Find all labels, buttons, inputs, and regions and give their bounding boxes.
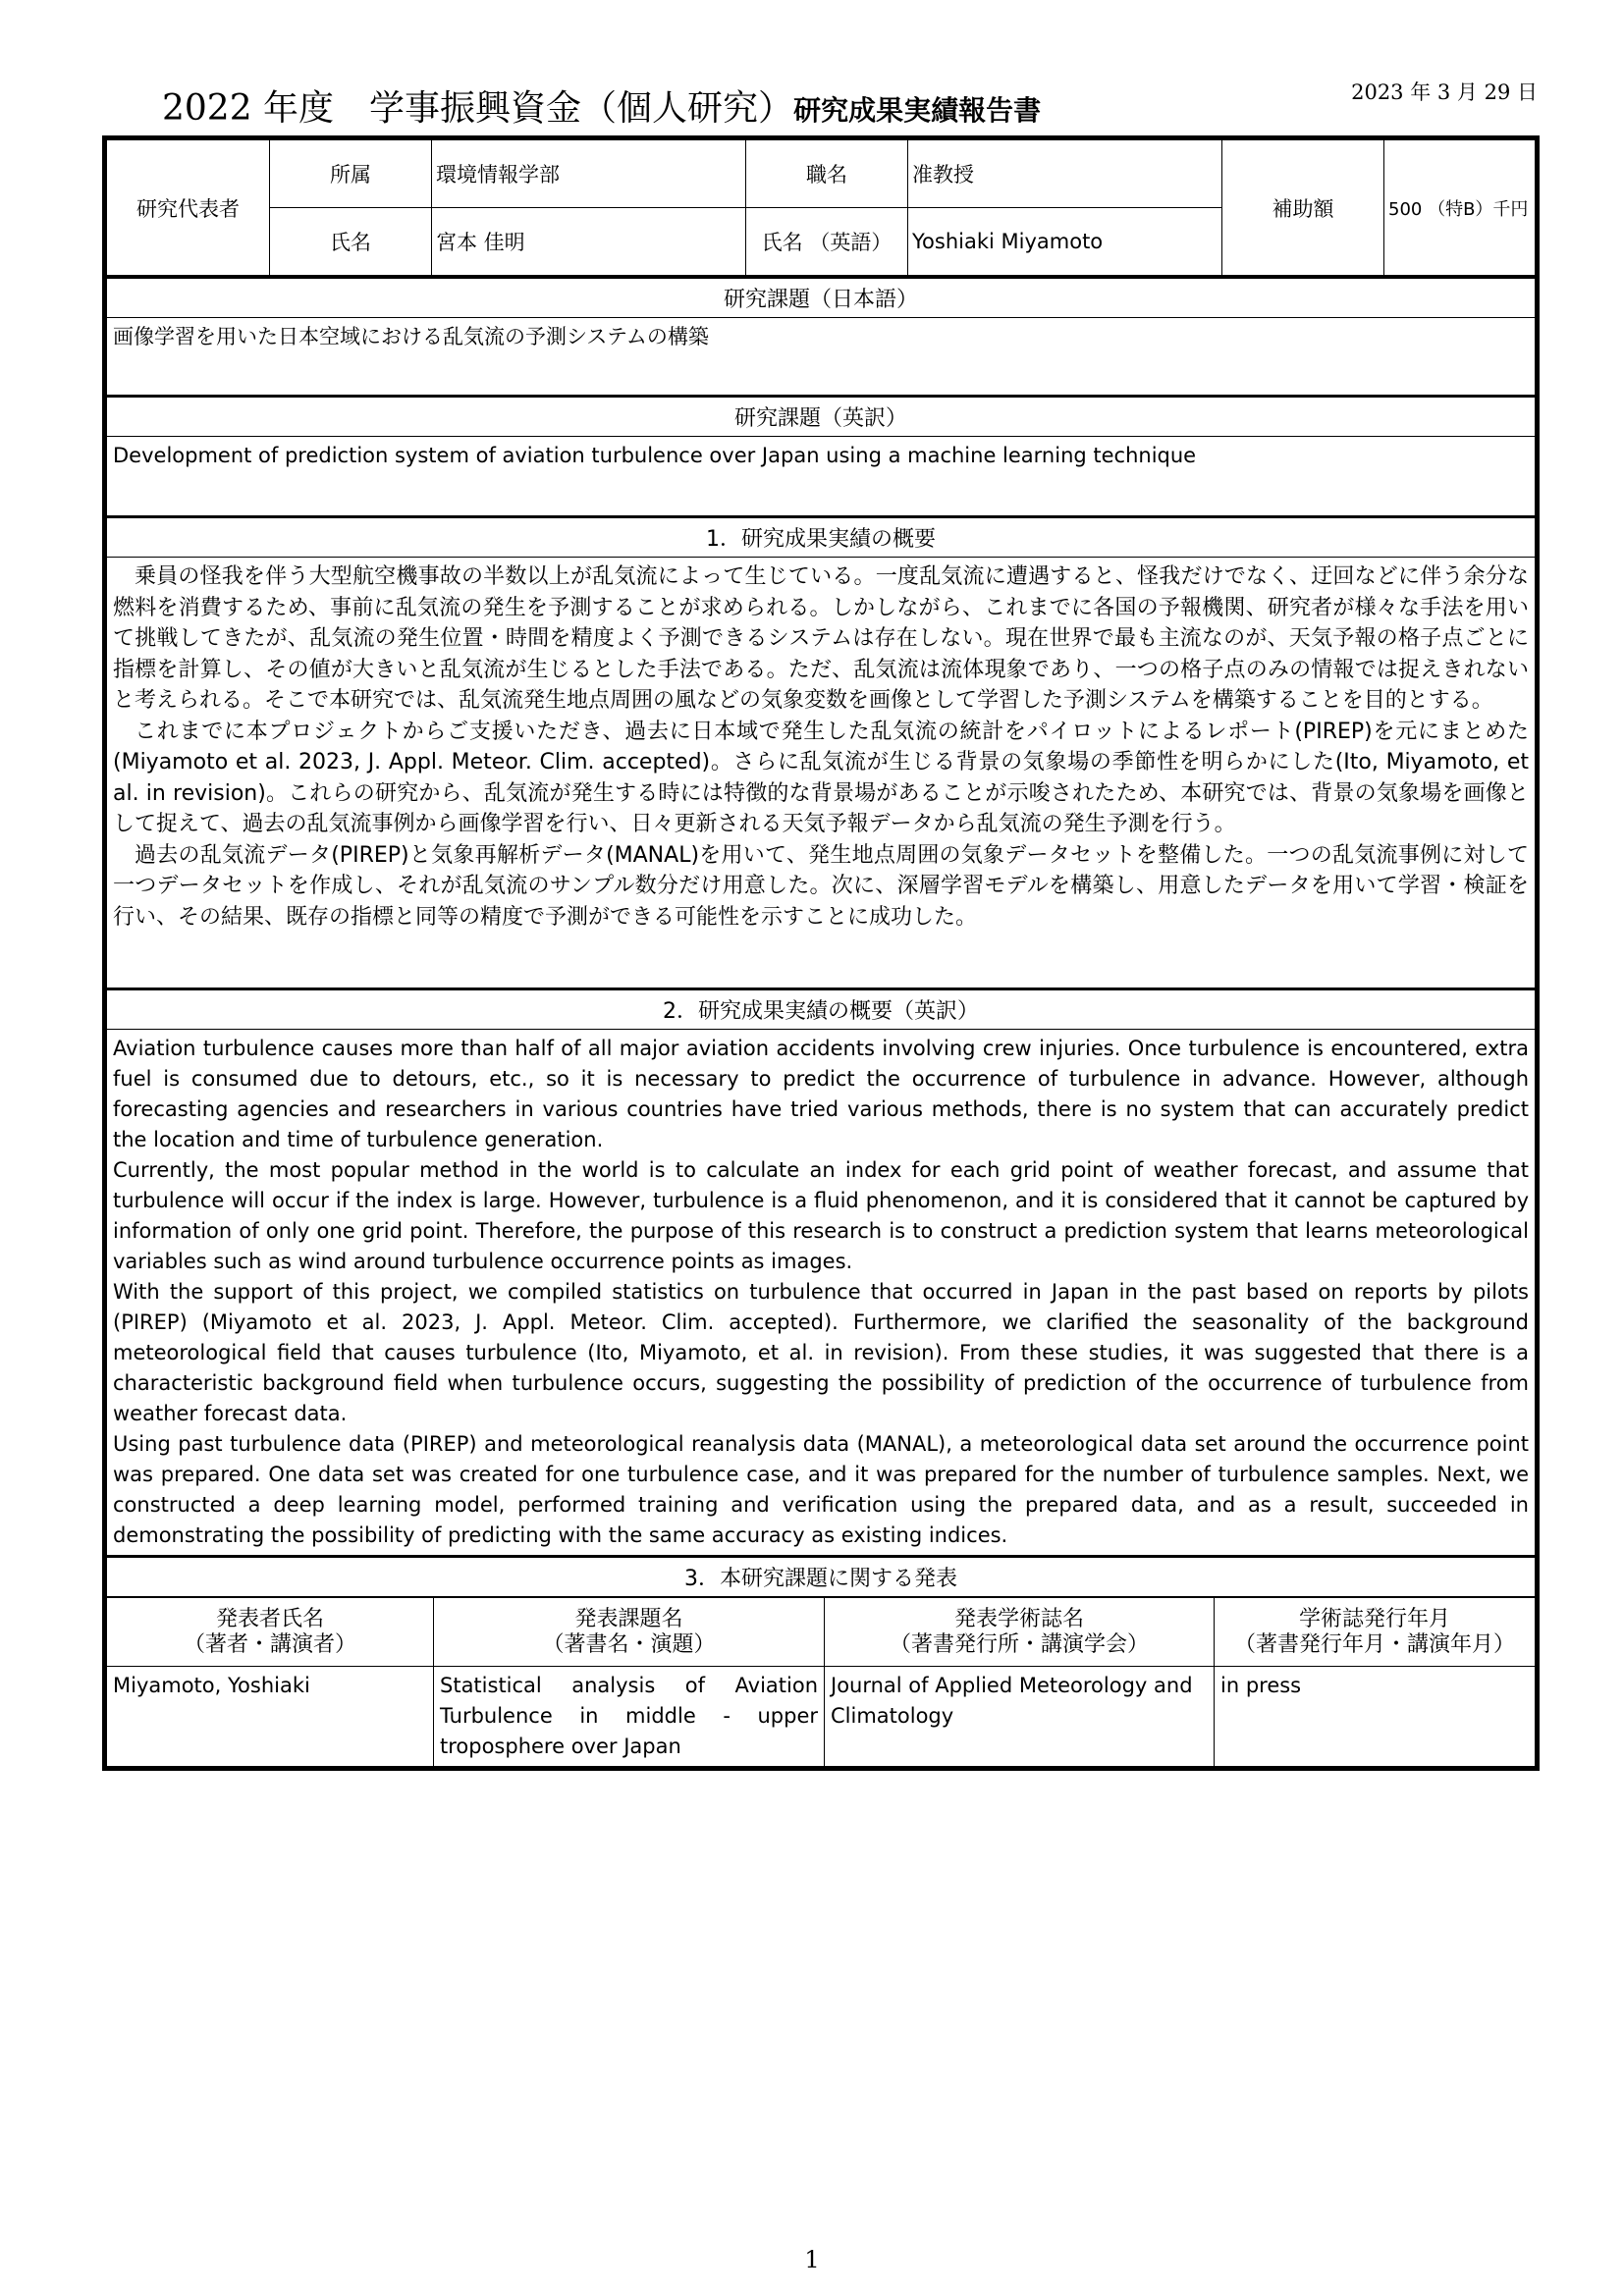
col-header-date (1215, 1598, 1536, 1667)
title-main: 2022 年度 学事振興資金（個人研究） (162, 88, 794, 129)
header-line: 発表課題名 (574, 1606, 683, 1631)
page-number: 1 (804, 2246, 820, 2273)
topic-jp-text: 画像学習を用いた日本空域における乱気流の予測システムの構築 (107, 318, 1536, 397)
summary-en-paragraph: With the support of this project, we compiled statistics on turbulence that occurred in Japan in the past based on reports by pilots (PIREP) (Miyamoto et al. 2023, J. Appl. Meteor. Clim. accepted). Furthermore, we clarified the seasonality of the background meteorological field that causes turbulence (Ito, Miyamoto, et al. in revision). From these studies, it was suggested that there is a characteristic background field when turbulence occurs, suggesting the possibility of prediction of the occurrence of turbulence from weather forecast data. (113, 1280, 1529, 1425)
header-line: （著書発行所・講演学会） (889, 1631, 1149, 1657)
name-value: 宮本 佳明 (432, 208, 746, 276)
pub-journal: Journal of Applied Meteorology and Climatology (825, 1667, 1215, 1767)
affil-label: 所属 (270, 140, 432, 208)
summary-jp-header: 1．研究成果実績の概要 (107, 517, 1536, 558)
summary-en-body (107, 1030, 1536, 1557)
publications-header: 3．本研究課題に関する発表 (107, 1557, 1536, 1597)
header-line: 発表学術誌名 (953, 1606, 1084, 1631)
affil-value: 環境情報学部 (432, 140, 746, 208)
summary-jp-paragraph: これまでに本プロジェクトからご支援いただき、過去に日本域で発生した乱気流の統計をパイロットによるレポート(PIREP)を元にまとめた(Miyamoto et al. 2023, J. Appl. Meteor. Clim. accepted)。さらに乱気流が生じる背景の気象場の季節性を明らかにした(Ito, Miyamoto, et al. in revision)。これらの研究から、乱気流が発生する時には特徴的な背景場があることが示唆されたため、本研究では、背景の気象場を画像として捉えて、過去の乱気流事例から画像学習を行い、日々更新される天気予報データから乱気流の発生予測を行う。 (113, 719, 1529, 836)
topic-jp-header: 研究課題（日本語） (107, 278, 1536, 318)
header-line: 学術誌発行年月 (1298, 1606, 1450, 1631)
info-table (106, 139, 1536, 276)
col-header-title (434, 1598, 825, 1667)
name-label: 氏名 (270, 208, 432, 276)
name-en-label: 氏名 （英語） (746, 208, 908, 276)
content-table (106, 276, 1536, 1597)
rep-label: 研究代表者 (107, 140, 270, 276)
publications-table (106, 1597, 1536, 1767)
grant-value: 500 （特B）千円 (1384, 140, 1536, 276)
pub-date: in press (1215, 1667, 1536, 1767)
topic-en-header: 研究課題（英訳） (107, 397, 1536, 437)
report-form (102, 135, 1540, 1771)
summary-en-paragraph: Using past turbulence data (PIREP) and meteorological reanalysis data (MANAL), a meteorological data set around the occurrence point was prepared. One data set was created for one turbulence case, and it was prepared for the number of turbulence samples. Next, we constructed a deep learning model, performed training and verification using the prepared data, and as a result, succeeded in demonstrating the possibility of predicting with the same accuracy as existing indices. (113, 1432, 1529, 1547)
summary-jp-paragraph: 乗員の怪我を伴う大型航空機事故の半数以上が乱気流によって生じている。一度乱気流に遭遇すると、怪我だけでなく、迂回などに伴う余分な燃料を消費するため、事前に乱気流の発生を予測することが求められる。しかしながら、これまでに各国の予報機関、研究者が様々な手法を用いて挑戦してきたが、乱気流の発生位置・時間を精度よく予測できるシステムは存在しない。現在世界で最も主流なのが、天気予報の格子点ごとに指標を計算し、その値が大きいと乱気流が生じるとした手法である。ただ、乱気流は流体現象であり、一つの格子点のみの情報では捉えきれないと考えられる。そこで本研究では、乱気流発生地点周囲の風などの気象変数を画像として学習した予測システムを構築することを目的とする。 (113, 564, 1529, 713)
header-line: （著書発行年月・講演年月） (1233, 1631, 1515, 1657)
report-date: 2023 年 3 月 29 日 (1351, 80, 1538, 104)
summary-jp-body (107, 558, 1536, 989)
header-line: 発表者氏名 (215, 1606, 324, 1631)
title-sub: 研究成果実績報告書 (793, 94, 1042, 127)
header-line: （著者・講演者） (183, 1631, 356, 1657)
summary-jp-paragraph: 過去の乱気流データ(PIREP)と気象再解析データ(MANAL)を用いて、発生地点周囲の気象データセットを整備した。一つの乱気流事例に対して一つデータセットを作成し、それが乱気流のサンプル数分だけ用意した。次に、深層学習モデルを構築し、用意したデータを用いて学習・検証を行い、その結果、既存の指標と同等の精度で予測ができる可能性を示すことに成功した。 (113, 842, 1529, 930)
pub-title: Statistical analysis of Aviation Turbulence in middle - upper troposphere over Japan (434, 1667, 825, 1767)
topic-en-text: Development of prediction system of aviation turbulence over Japan using a machine learning technique (107, 437, 1536, 517)
document-title (162, 80, 1041, 131)
grant-label: 補助額 (1222, 140, 1384, 276)
col-header-journal (825, 1598, 1215, 1667)
summary-en-paragraph: Currently, the most popular method in the world is to calculate an index for each grid point of weather forecast, and assume that turbulence will occur if the index is large. However, turbulence is a fluid phenomenon, and it is considered that it cannot be captured by information of only one grid point. Therefore, the purpose of this research is to construct a prediction system that learns meteorological variables such as wind around turbulence occurrence points as images. (113, 1158, 1529, 1273)
name-en-value: Yoshiaki Miyamoto (908, 208, 1222, 276)
table-row (107, 1667, 1536, 1767)
pub-author: Miyamoto, Yoshiaki (107, 1667, 434, 1767)
header-line: （著書名・演題） (542, 1631, 716, 1657)
summary-en-header: 2．研究成果実績の概要（英訳） (107, 989, 1536, 1030)
summary-en-paragraph: Aviation turbulence causes more than half of all major aviation accidents involving crew injuries. Once turbulence is encountered, extra fuel is consumed due to detours, etc., so it is necessary to predict the occurrence of turbulence in advance. However, although forecasting agencies and researchers in various countries have tried various methods, there is no system that can accurately predict the location and time of turbulence generation. (113, 1037, 1529, 1151)
col-header-author (107, 1598, 434, 1667)
position-label: 職名 (746, 140, 908, 208)
position-value: 准教授 (908, 140, 1222, 208)
